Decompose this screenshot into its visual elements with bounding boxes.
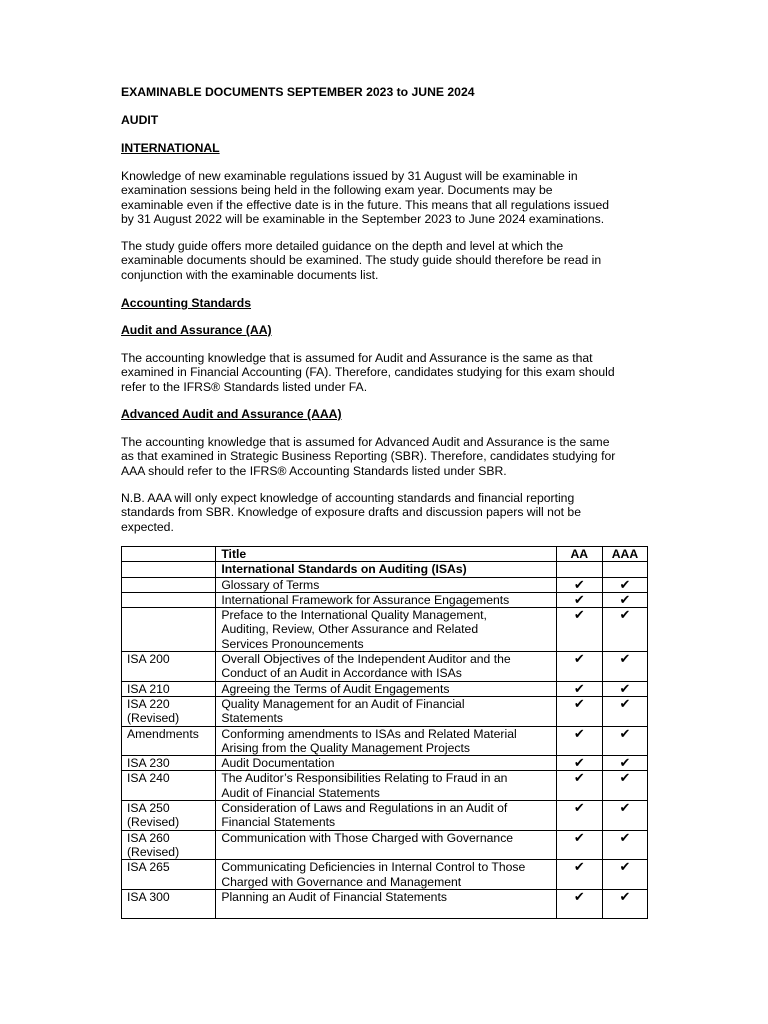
header-title-cell: Title: [216, 547, 556, 562]
section-aa-cell: [556, 562, 602, 577]
subject-heading: AUDIT: [121, 113, 159, 127]
text-line: standards from SBR. Knowledge of exposure drafts and discussion papers will not be: [121, 505, 581, 520]
table-header-row: [122, 547, 648, 562]
table-row: [122, 652, 648, 682]
aaa-cell: [602, 756, 647, 771]
aa-cell: [556, 771, 602, 801]
isa-reference: ISA 220: [127, 696, 170, 711]
isa-reference-cell: [122, 592, 216, 607]
checkmark-icon: ✔: [573, 770, 585, 786]
document-title-cell: [216, 608, 556, 652]
isa-reference-cell: [122, 756, 216, 771]
aaa-cell: [602, 696, 647, 726]
nb-paragraph: [121, 491, 643, 534]
document-title: Arising from the Quality Management Projects: [221, 740, 470, 755]
document-title: Preface to the International Quality Management,: [221, 608, 487, 623]
checkmark-icon: ✔: [619, 800, 631, 816]
isa-reference: ISA 230: [127, 756, 170, 771]
text-line: The accounting knowledge that is assumed for Advanced Audit and Assurance is the same: [121, 435, 610, 449]
header-aa-cell: AA: [556, 547, 602, 562]
aa-cell: [556, 860, 602, 890]
examinable-documents-table: [121, 546, 648, 919]
isa-reference-cell: [122, 771, 216, 801]
document-title-cell: [216, 756, 556, 771]
checkmark-icon: ✔: [573, 651, 585, 667]
document-title-cell: [216, 889, 556, 918]
checkmark-icon: ✔: [619, 725, 631, 741]
table-row: [122, 726, 648, 756]
document-title: Charged with Governance and Management: [221, 874, 462, 889]
document-title: Audit Documentation: [221, 756, 335, 771]
isa-reference: Amendments: [127, 726, 199, 741]
isa-reference: (Revised): [127, 711, 180, 726]
aaa-cell: [602, 681, 647, 696]
document-title-cell: [216, 726, 556, 756]
isa-reference-cell: [122, 801, 216, 831]
aa-cell: [556, 830, 602, 860]
text-line: refer to the IFRS® Standards listed under FA.: [121, 379, 368, 394]
table-row: [122, 577, 648, 592]
aa-paragraph: [121, 351, 649, 394]
isa-reference: ISA 300: [127, 889, 170, 904]
header-ref-cell: [122, 547, 216, 562]
aaa-cell: [602, 608, 647, 652]
checkmark-icon: ✔: [619, 859, 631, 875]
text-line: AAA should refer to the IFRS® Accounting Standards listed under SBR.: [121, 463, 507, 478]
document-title: Consideration of Laws and Regulations in an Audit of: [221, 801, 508, 816]
checkmark-icon: ✔: [573, 859, 585, 875]
checkmark-icon: ✔: [573, 695, 585, 711]
text-line: Knowledge of new examinable regulations issued by 31 August will be examinable in: [121, 169, 578, 183]
table-row: [122, 801, 648, 831]
aaa-cell: [602, 577, 647, 592]
aa-cell: [556, 608, 602, 652]
checkmark-icon: ✔: [573, 591, 585, 607]
document-title: Communication with Those Charged with Governance: [221, 830, 514, 845]
checkmark-icon: ✔: [619, 695, 631, 711]
isa-reference: (Revised): [127, 815, 180, 830]
document-title-cell: [216, 830, 556, 860]
document-title: Quality Management for an Audit of Financial: [221, 696, 465, 711]
checkmark-icon: ✔: [573, 888, 585, 904]
isa-reference: (Revised): [127, 844, 180, 859]
table-row: [122, 756, 648, 771]
document-title: The Auditor’s Responsibilities Relating to Fraud in an: [221, 771, 508, 786]
isa-reference-cell: [122, 652, 216, 682]
text-line: conjunction with the examinable documents list.: [121, 267, 379, 282]
document-title-cell: [216, 577, 556, 592]
isa-reference-cell: [122, 860, 216, 890]
checkmark-icon: ✔: [573, 800, 585, 816]
document-title: Conforming amendments to ISAs and Related Material: [221, 726, 517, 741]
document-title: Conduct of an Audit in Accordance with ISAs: [221, 666, 462, 681]
checkmark-icon: ✔: [573, 607, 585, 623]
document-title: Overall Objectives of the Independent Auditor and the: [221, 652, 511, 667]
checkmark-icon: ✔: [619, 576, 631, 592]
aa-cell: [556, 592, 602, 607]
aa-cell: [556, 801, 602, 831]
checkmark-icon: ✔: [619, 888, 631, 904]
document-title: Glossary of Terms: [221, 577, 320, 592]
checkmark-icon: ✔: [573, 680, 585, 696]
checkmark-icon: ✔: [619, 829, 631, 845]
aa-cell: [556, 681, 602, 696]
text-line: examinable even if the effective date is in the future. This means that all regulations issued: [121, 197, 610, 212]
header-aaa-cell: AAA: [602, 547, 647, 562]
isa-reference: ISA 260: [127, 830, 170, 845]
checkmark-icon: ✔: [573, 725, 585, 741]
document-title-cell: [216, 860, 556, 890]
document-title: Services Pronouncements: [221, 636, 364, 651]
document-title: Communicating Deficiencies in Internal Control to Those: [221, 860, 526, 875]
aa-cell: [556, 577, 602, 592]
study-guide-paragraph: [121, 239, 643, 282]
checkmark-icon: ✔: [619, 651, 631, 667]
section-title-cell: International Standards on Auditing (ISAs): [216, 562, 556, 577]
document-title: Agreeing the Terms of Audit Engagements: [221, 681, 450, 696]
aa-heading: Audit and Assurance (AA): [121, 323, 272, 337]
isa-reference-cell: [122, 681, 216, 696]
page-title: EXAMINABLE DOCUMENTS SEPTEMBER 2023 to JUNE 2024: [121, 85, 475, 99]
document-title-cell: [216, 592, 556, 607]
table-row: [122, 608, 648, 652]
document-title-cell: [216, 652, 556, 682]
intro-paragraph: [121, 169, 643, 226]
checkmark-icon: ✔: [619, 591, 631, 607]
table-row: [122, 830, 648, 860]
region-heading: INTERNATIONAL: [121, 141, 220, 155]
table-row: [122, 681, 648, 696]
table-section-row: [122, 562, 648, 577]
text-line: expected.: [121, 519, 174, 534]
aa-cell: [556, 756, 602, 771]
text-line: as that examined in Strategic Business Reporting (SBR). Therefore, candidates studying for: [121, 449, 616, 464]
aaa-cell: [602, 726, 647, 756]
aaa-paragraph: [121, 435, 649, 478]
aaa-cell: [602, 860, 647, 890]
isa-reference-cell: [122, 889, 216, 918]
checkmark-icon: ✔: [573, 829, 585, 845]
aaa-cell: [602, 801, 647, 831]
checkmark-icon: ✔: [573, 576, 585, 592]
aaa-heading: Advanced Audit and Assurance (AAA): [121, 407, 342, 421]
checkmark-icon: ✔: [619, 607, 631, 623]
isa-reference-cell: [122, 830, 216, 860]
document-title-cell: [216, 801, 556, 831]
table-row: [122, 860, 648, 890]
document-title-cell: [216, 771, 556, 801]
aaa-cell: [602, 771, 647, 801]
table-row: [122, 889, 648, 918]
document-title: Auditing, Review, Other Assurance and Related: [221, 622, 479, 637]
text-line: by 31 August 2022 will be examinable in the September 2023 to June 2024 examinations.: [121, 211, 605, 226]
section-ref-cell: [122, 562, 216, 577]
isa-reference-cell: [122, 696, 216, 726]
document-title: Statements: [221, 711, 283, 726]
aaa-cell: [602, 652, 647, 682]
document-title-cell: [216, 696, 556, 726]
text-line: N.B. AAA will only expect knowledge of accounting standards and financial reporting: [121, 491, 575, 505]
aaa-cell: [602, 592, 647, 607]
aa-cell: [556, 889, 602, 918]
accounting-standards-heading: Accounting Standards: [121, 296, 252, 310]
isa-reference: ISA 240: [127, 771, 170, 786]
section-aaa-cell: [602, 562, 647, 577]
text-line: The study guide offers more detailed guidance on the depth and level at which the: [121, 239, 564, 253]
text-line: examined in Financial Accounting (FA). Therefore, candidates studying for this exam should: [121, 365, 615, 380]
document-title: International Framework for Assurance Engagements: [221, 592, 510, 607]
document-title: Financial Statements: [221, 815, 336, 830]
document-title: Planning an Audit of Financial Statements: [221, 889, 447, 904]
table-row: [122, 592, 648, 607]
text-line: The accounting knowledge that is assumed for Audit and Assurance is the same as that: [121, 351, 593, 365]
isa-reference: ISA 250: [127, 801, 170, 816]
isa-reference: ISA 210: [127, 681, 170, 696]
aaa-cell: [602, 830, 647, 860]
isa-reference-cell: [122, 726, 216, 756]
aaa-cell: [602, 889, 647, 918]
document-title: Audit of Financial Statements: [221, 785, 380, 800]
checkmark-icon: ✔: [619, 770, 631, 786]
document-title-cell: [216, 681, 556, 696]
isa-reference-cell: [122, 577, 216, 592]
text-line: examinable documents should be examined. The study guide should therefore be read in: [121, 253, 602, 268]
isa-reference-cell: [122, 608, 216, 652]
checkmark-icon: ✔: [619, 755, 631, 771]
isa-reference: ISA 265: [127, 860, 170, 875]
checkmark-icon: ✔: [573, 755, 585, 771]
aa-cell: [556, 696, 602, 726]
isa-reference: ISA 200: [127, 652, 170, 667]
aa-cell: [556, 652, 602, 682]
aa-cell: [556, 726, 602, 756]
text-line: examination sessions being held in the following exam year. Documents may be: [121, 183, 553, 198]
checkmark-icon: ✔: [619, 680, 631, 696]
table-row: [122, 771, 648, 801]
table-row: [122, 696, 648, 726]
